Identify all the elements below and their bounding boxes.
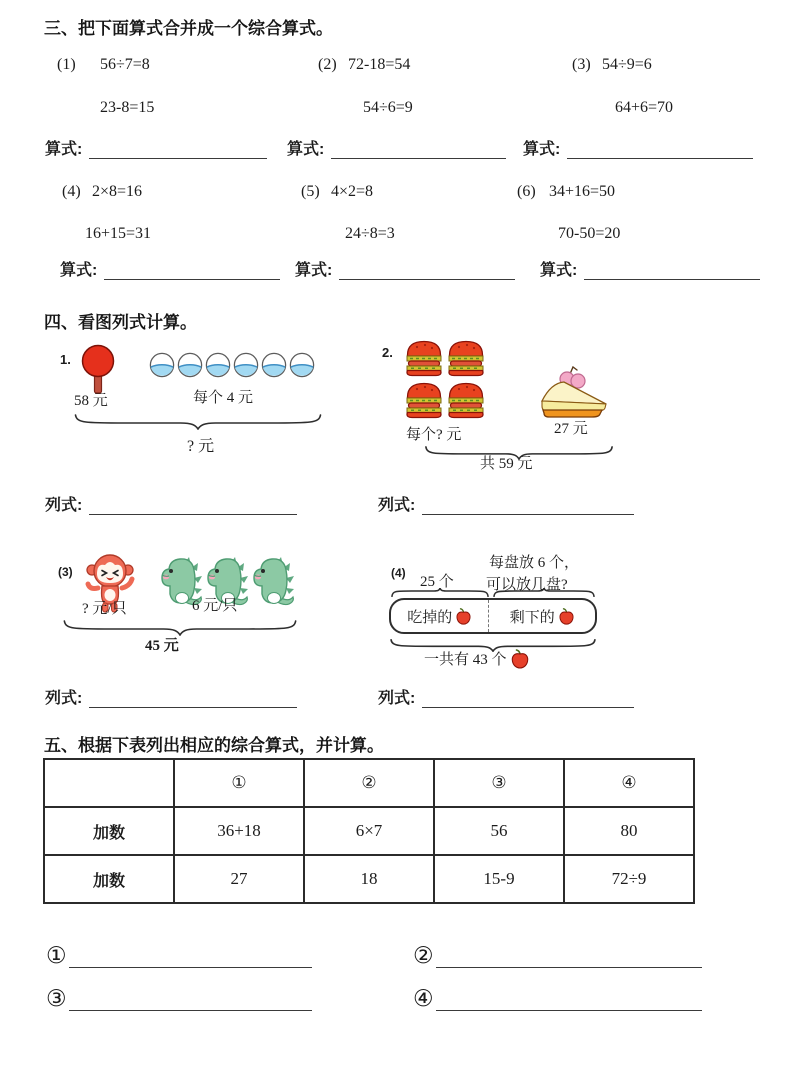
suanshi-label: 算式:: [523, 141, 561, 158]
note-label: 可以放几盘?: [486, 577, 568, 593]
price-label: 58 元: [74, 393, 108, 409]
table-cell: ④: [564, 759, 694, 807]
apple-partition-box: [389, 598, 597, 634]
expression-table: [43, 758, 695, 904]
total-row: [424, 648, 530, 669]
question-label: ? 元: [187, 438, 215, 455]
brace-up: [391, 588, 489, 597]
brace-up: [493, 588, 595, 597]
ping-pong-ball-icon: [232, 352, 260, 378]
eaten-cell: [391, 600, 488, 632]
equation: 2×8=16: [92, 183, 143, 200]
table-cell: 6×7: [304, 807, 434, 855]
suanshi-label: 算式:: [287, 141, 325, 158]
table-cell: [44, 759, 174, 807]
answer-number: ③: [46, 986, 67, 1012]
total-label: 45 元: [145, 638, 179, 654]
answer-blank[interactable]: [584, 265, 760, 280]
table-cell: 36+18: [174, 807, 304, 855]
ping-pong-ball-icon: [148, 352, 176, 378]
lieshi-label: 列式:: [45, 690, 83, 707]
problem-number: (6): [517, 183, 536, 200]
answer-blank[interactable]: [331, 144, 506, 159]
answer-blank-row: [378, 685, 634, 708]
answer-line-3: [46, 987, 312, 1011]
table-header-row: [44, 759, 694, 807]
table-row: [44, 807, 694, 855]
answer-blank-row: [540, 257, 760, 280]
answer-blank[interactable]: [89, 693, 297, 708]
suanshi-label: 算式:: [540, 262, 578, 279]
equation: 64+6=70: [615, 99, 674, 116]
problem-number: (5): [301, 183, 320, 200]
equation: 4×2=8: [331, 183, 374, 200]
answer-blank-row: [523, 136, 753, 159]
answer-line-2: [413, 944, 702, 968]
problem-number: (4): [391, 566, 406, 580]
equation: 54÷6=9: [363, 99, 413, 116]
equation: 24÷8=3: [345, 225, 395, 242]
table-cell: ③: [434, 759, 564, 807]
equation: 16+15=31: [85, 225, 152, 242]
ping-pong-ball-icon: [176, 352, 204, 378]
apple-icon: [558, 608, 575, 625]
row-header: 加数: [44, 855, 174, 903]
table-row: [44, 855, 694, 903]
problem-number: (4): [62, 183, 81, 200]
answer-blank[interactable]: [104, 265, 280, 280]
answer-line-1: [46, 944, 312, 968]
equation: 23-8=15: [100, 99, 155, 116]
table-cell: 18: [304, 855, 434, 903]
table-cell: 15-9: [434, 855, 564, 903]
answer-blank[interactable]: [436, 990, 702, 1011]
apple-icon: [510, 649, 530, 669]
section-3-heading: 三、把下面算式合并成一个综合算式。: [44, 19, 333, 38]
answer-blank[interactable]: [422, 693, 634, 708]
table-cell: ②: [304, 759, 434, 807]
answer-blank[interactable]: [422, 500, 634, 515]
total-label: 共 59 元: [480, 456, 533, 472]
answer-blank-row: [45, 492, 297, 515]
note-label: 每盘放 6 个，: [489, 555, 580, 571]
lieshi-label: 列式:: [378, 497, 416, 514]
equation: 72-18=54: [348, 56, 411, 73]
table-cell: 80: [564, 807, 694, 855]
answer-blank[interactable]: [89, 500, 297, 515]
eaten-label: 吃掉的: [407, 609, 453, 626]
price-label: 6 元/只: [192, 598, 238, 614]
suanshi-label: 算式:: [45, 141, 83, 158]
table-cell: 56: [434, 807, 564, 855]
problem-number: 1.: [60, 352, 71, 367]
suanshi-label: 算式:: [295, 262, 333, 279]
answer-blank-row: [45, 136, 267, 159]
problem-number: 2.: [382, 345, 393, 360]
equation: 34+16=50: [549, 183, 616, 200]
answer-blank[interactable]: [567, 144, 753, 159]
problem-number: (2): [318, 56, 337, 73]
equation: 70-50=20: [558, 225, 621, 242]
brace-down: [73, 414, 323, 430]
equation: 54÷9=6: [602, 56, 652, 73]
problem-number: (1): [57, 56, 76, 73]
brace-down: [62, 620, 298, 636]
table-cell: ①: [174, 759, 304, 807]
answer-blank-row: [287, 136, 506, 159]
answer-number: ④: [413, 986, 434, 1012]
price-label: 27 元: [554, 421, 588, 437]
table-cell: 72÷9: [564, 855, 694, 903]
answer-blank[interactable]: [69, 947, 312, 968]
answer-number: ①: [46, 943, 67, 969]
section-5-heading: 五、根据下表列出相应的综合算式，并计算。: [44, 736, 384, 755]
dinosaur-icon: [250, 556, 296, 614]
answer-blank[interactable]: [69, 990, 312, 1011]
lieshi-label: 列式:: [378, 690, 416, 707]
total-label: 一共有 43 个: [424, 652, 507, 668]
hamburger-icon: [446, 337, 486, 377]
ping-pong-ball-icon: [260, 352, 288, 378]
answer-blank-row: [60, 257, 280, 280]
problem-number: (3): [572, 56, 591, 73]
answer-blank[interactable]: [339, 265, 515, 280]
apple-icon: [455, 608, 472, 625]
price-label: 每个 4 元: [193, 390, 254, 406]
answer-blank[interactable]: [89, 144, 267, 159]
hamburger-icon: [404, 337, 444, 377]
answer-blank[interactable]: [436, 947, 702, 968]
hamburger-icon: [404, 379, 444, 419]
problem-number: (3): [58, 565, 73, 579]
price-label: ? 元/只: [82, 601, 127, 617]
equation: 56÷7=8: [100, 56, 150, 73]
section-4-heading: 四、看图列式计算。: [44, 313, 197, 332]
table-cell: 27: [174, 855, 304, 903]
price-label: 每个? 元: [406, 427, 462, 443]
hamburger-icon: [446, 379, 486, 419]
ping-pong-ball-icon: [204, 352, 232, 378]
answer-blank-row: [45, 685, 297, 708]
ping-pong-ball-icon: [288, 352, 316, 378]
suanshi-label: 算式:: [60, 262, 98, 279]
cake-slice-icon: [536, 366, 614, 418]
answer-blank-row: [378, 492, 634, 515]
answer-line-4: [413, 987, 702, 1011]
leftover-label: 剩下的: [509, 609, 555, 626]
lieshi-label: 列式:: [45, 497, 83, 514]
answer-number: ②: [413, 943, 434, 969]
leftover-cell: [488, 600, 595, 632]
count-label: 25 个: [420, 574, 454, 590]
row-header: 加数: [44, 807, 174, 855]
answer-blank-row: [295, 257, 515, 280]
